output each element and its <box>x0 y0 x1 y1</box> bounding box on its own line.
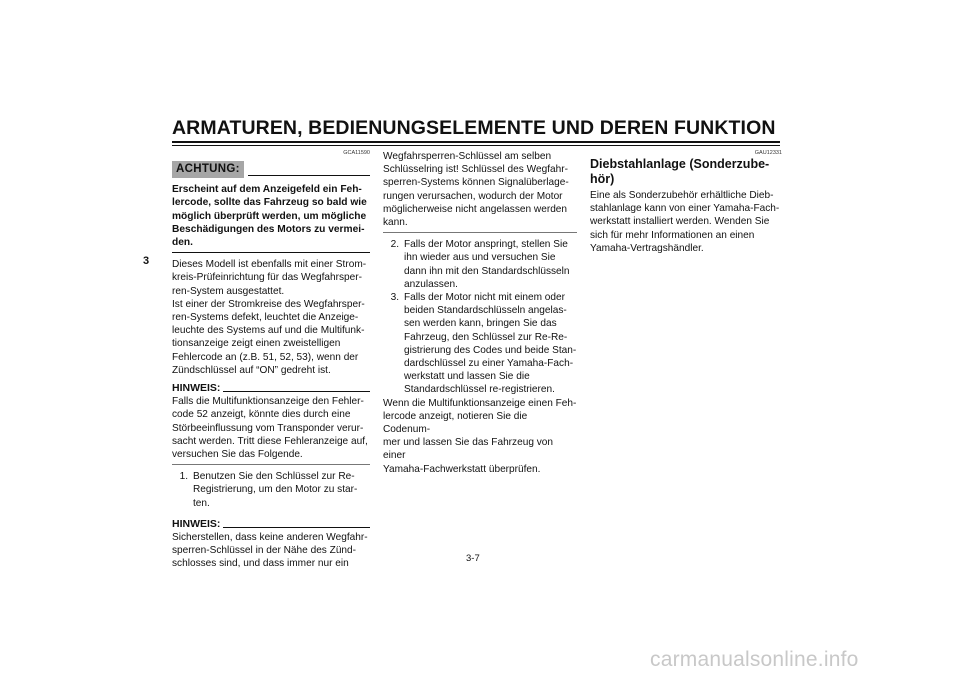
text-line: Falls der Motor anspringt, stellen Sie <box>404 239 568 251</box>
caution-header <box>172 161 370 178</box>
text-line: Eine als Sonderzubehör erhältliche Dieb- <box>590 190 774 201</box>
watermark: carmanualsonline.info <box>650 648 859 671</box>
step-number: 3. <box>390 292 399 304</box>
text-line: sen werden kann, bringen Sie das <box>404 318 557 330</box>
section-title <box>590 157 782 186</box>
list-item <box>387 291 577 397</box>
text-line: stahlanlage kann von einer Yamaha-Fach- <box>590 203 780 215</box>
step-number: 1. <box>179 471 188 483</box>
text-line: dardschlüssel zu einer Yamaha-Fach- <box>404 358 574 370</box>
text-line: Dieses Modell ist ebenfalls mit einer Strom- <box>172 259 367 271</box>
column-right <box>590 150 782 255</box>
text-line: beiden Standardschlüsseln angelas- <box>404 305 567 317</box>
note-label: HINWEIS: <box>172 517 221 530</box>
reference-code: GCA11590 <box>343 150 370 156</box>
text-line: ten. <box>193 497 210 509</box>
text-line: Fehlercode an (z.B. 51, 52, 53), wenn der <box>172 351 359 363</box>
text-line: werkstatt und lassen Sie die <box>404 371 530 383</box>
note-text <box>172 531 370 571</box>
title-rule <box>172 141 780 146</box>
note-rule <box>223 391 370 392</box>
text-line: ren-Systems defekt, leuchtet die Anzeige- <box>172 312 359 324</box>
text-line: anzulassen. <box>404 278 458 290</box>
text-line: sperren-Systems können Signalüberlage- <box>383 177 569 189</box>
text-line: Registrierung, um den Motor zu star- <box>193 484 358 496</box>
steps-list <box>172 470 370 510</box>
note-rule <box>223 527 370 528</box>
text-line: kreis-Prüfeinrichtung für das Wegfahrsper- <box>172 272 362 284</box>
text-line: Zündschlüssel auf “ON” gedreht ist. <box>172 364 331 376</box>
text-line: Beschädigungen des Motors zu vermei- <box>172 223 365 235</box>
text-line: Schlüsselring ist! Schlüssel des Wegfahr- <box>383 164 568 176</box>
text-line: versuchen Sie das Folgende. <box>172 449 303 461</box>
text-line: kann. <box>383 217 408 229</box>
text-line: Yamaha-Fachwerkstatt überprüfen. <box>383 463 541 475</box>
step-number: 2. <box>390 239 399 251</box>
note-end-rule <box>383 232 577 233</box>
section-text <box>590 189 782 255</box>
text-line: leuchte des Systems auf und die Multifunk- <box>172 325 365 337</box>
text-line: Störbeeinflussung vom Transponder verur- <box>172 422 364 434</box>
note-continuation <box>383 150 577 229</box>
text-line: möglich überprüft werden, um mögliche <box>172 210 367 222</box>
text-line: gistrierung des Codes und beide Stan- <box>404 344 577 356</box>
list-item <box>176 470 370 510</box>
text-line: den. <box>172 237 193 249</box>
column-left <box>172 150 370 571</box>
caution-label: ACHTUNG: <box>172 161 244 178</box>
text-line: ihn wieder aus und versuchen Sie <box>404 252 556 264</box>
text-line: rungen verursachen, wodurch der Motor <box>383 190 563 202</box>
page-number: 3-7 <box>466 553 480 564</box>
text-line: schlosses sind, und dass immer nur ein <box>172 558 349 570</box>
text-line: werkstatt installiert werden. Wenden Sie <box>590 216 770 228</box>
step-text <box>193 470 370 510</box>
text-line: Wenn die Multifunktionsanzeige einen Feh- <box>383 397 577 409</box>
text-line: code 52 anzeigt, könnte dies durch eine <box>172 409 351 421</box>
text-line: dann ihn mit den Standardschlüsseln <box>404 265 570 277</box>
text-line: lercode anzeigt, notieren Sie die Codenum- <box>383 410 528 436</box>
text-line: tionsanzeige zeigt einen zweistelligen <box>172 338 341 350</box>
immobilizer-paragraph <box>172 258 370 377</box>
step-text <box>404 238 577 291</box>
steps-list <box>383 238 577 396</box>
text-line: Erscheint auf dem Anzeigefeld ein Feh- <box>172 184 362 196</box>
text-line: ren-System ausgestattet. <box>172 285 285 297</box>
text-line: sperren-Schlüssel in der Nähe des Zünd- <box>172 545 357 557</box>
text-line: Fahrzeug, den Schlüssel zur Re-Re- <box>404 331 568 343</box>
text-line: Standardschlüssel re-registrieren. <box>404 384 555 396</box>
title-line: Diebstahlanlage (Sonderzube- <box>590 157 770 171</box>
caution-rule <box>248 175 370 176</box>
text-line: möglicherweise nicht angelassen werden <box>383 203 568 215</box>
text-line: lercode, sollte das Fahrzeug so bald wie <box>172 197 367 209</box>
note-end-rule <box>172 464 370 465</box>
text-line: Yamaha-Vertragshändler. <box>590 242 704 254</box>
list-item <box>387 238 577 291</box>
text-line: Falls der Motor nicht mit einem oder <box>404 292 565 304</box>
note-text <box>172 395 370 461</box>
note-header <box>172 518 370 531</box>
text-line: sich für mehr Informationen an einen <box>590 229 755 241</box>
caution-text <box>172 183 370 249</box>
note-label: HINWEIS: <box>172 382 221 395</box>
text-line: Benutzen Sie den Schlüssel zur Re- <box>193 471 355 483</box>
text-line: Sicherstellen, dass keine anderen Wegfahr- <box>172 532 368 544</box>
note-header <box>172 382 370 395</box>
text-line: mer und lassen Sie das Fahrzeug von einer <box>383 437 554 462</box>
column-middle <box>383 150 577 476</box>
text-line: Falls die Multifunktionsanzeige den Fehler- <box>172 396 364 408</box>
text-line: sacht werden. Tritt diese Fehleranzeige auf, <box>172 435 368 447</box>
caution-end-rule <box>172 252 370 253</box>
title-line: hör) <box>590 171 615 186</box>
final-paragraph <box>383 397 577 476</box>
page-title: ARMATUREN, BEDIENUNGSELEMENTE UND DEREN FUNKTION <box>172 117 776 139</box>
reference-code: GAU12331 <box>754 150 782 156</box>
chapter-number: 3 <box>143 255 150 267</box>
text-line: Ist einer der Stromkreise des Wegfahrsper- <box>172 298 365 310</box>
text-line: Wegfahrsperren-Schlüssel am selben <box>383 151 552 162</box>
step-text <box>404 291 577 397</box>
